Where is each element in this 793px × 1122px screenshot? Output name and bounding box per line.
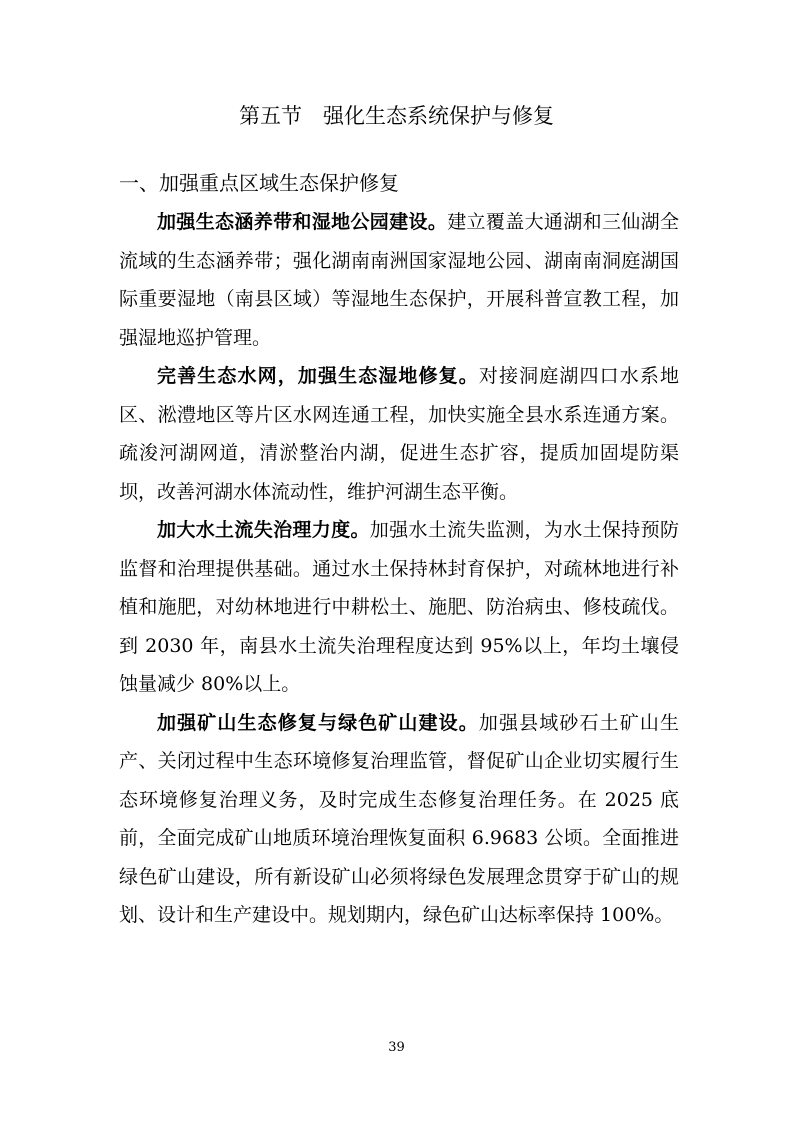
section-title: 第五节 强化生态系统保护与修复 — [239, 104, 554, 128]
paragraph-lead: 加强生态涵养带和湿地公园建设。 — [157, 211, 448, 233]
paragraph-lead: 完善生态水网，加强生态湿地修复。 — [157, 365, 479, 387]
body-text — [119, 203, 679, 935]
paragraph-lead: 加大水土流失治理力度。 — [157, 519, 370, 541]
page-number: 39 — [388, 1040, 405, 1055]
paragraph-body: 对接洞庭湖四口水系地区、淞澧地区等片区水网连通工程，加快实施全县水系连通方案。疏浚河湖网道，清淤整治内湖，促进生态扩容，提质加固堤防渠坝，改善河湖水体流动性，维护河湖生态平衡。 — [119, 365, 679, 503]
paragraph-body: 加强水土流失监测，为水土保持预防监督和治理提供基础。通过水土保持林封育保护，对疏林地进行补植和施肥，对幼林地进行中耕松土、施肥、防治病虫、修枝疏伐。到 2030 年，南县水土流失治理程度达到 95%以上，年均土壤侵蚀量减少 80%以上。 — [119, 519, 679, 695]
paragraph-mining — [119, 704, 679, 935]
paragraph-water-network — [119, 357, 679, 511]
paragraph-body: 加强县域砂石土矿山生产、关闭过程中生态环境修复治理监管，督促矿山企业切实履行生态环境修复治理义务，及时完成生态修复治理任务。在 2025 底前，全面完成矿山地质环境治理恢复面积 6.9683 公顷。全面推进绿色矿山建设，所有新设矿山必须将绿色发展理念贯穿于矿山的规划、设计和生产建设中。规划期内，绿色矿山达标率保持 100%。 — [119, 711, 679, 926]
paragraph-soil-erosion — [119, 511, 679, 704]
paragraph-lead: 加强矿山生态修复与绿色矿山建设。 — [157, 711, 479, 734]
paragraph-wetland — [119, 203, 679, 357]
paragraph-body: 建立覆盖大通湖和三仙湖全流域的生态涵养带；强化湖南南洲国家湿地公园、湖南南洞庭湖国际重要湿地（南县区域）等湿地生态保护，开展科普宣教工程，加强湿地巡护管理。 — [119, 211, 679, 349]
subheading: 一、加强重点区域生态保护修复 — [119, 171, 399, 195]
